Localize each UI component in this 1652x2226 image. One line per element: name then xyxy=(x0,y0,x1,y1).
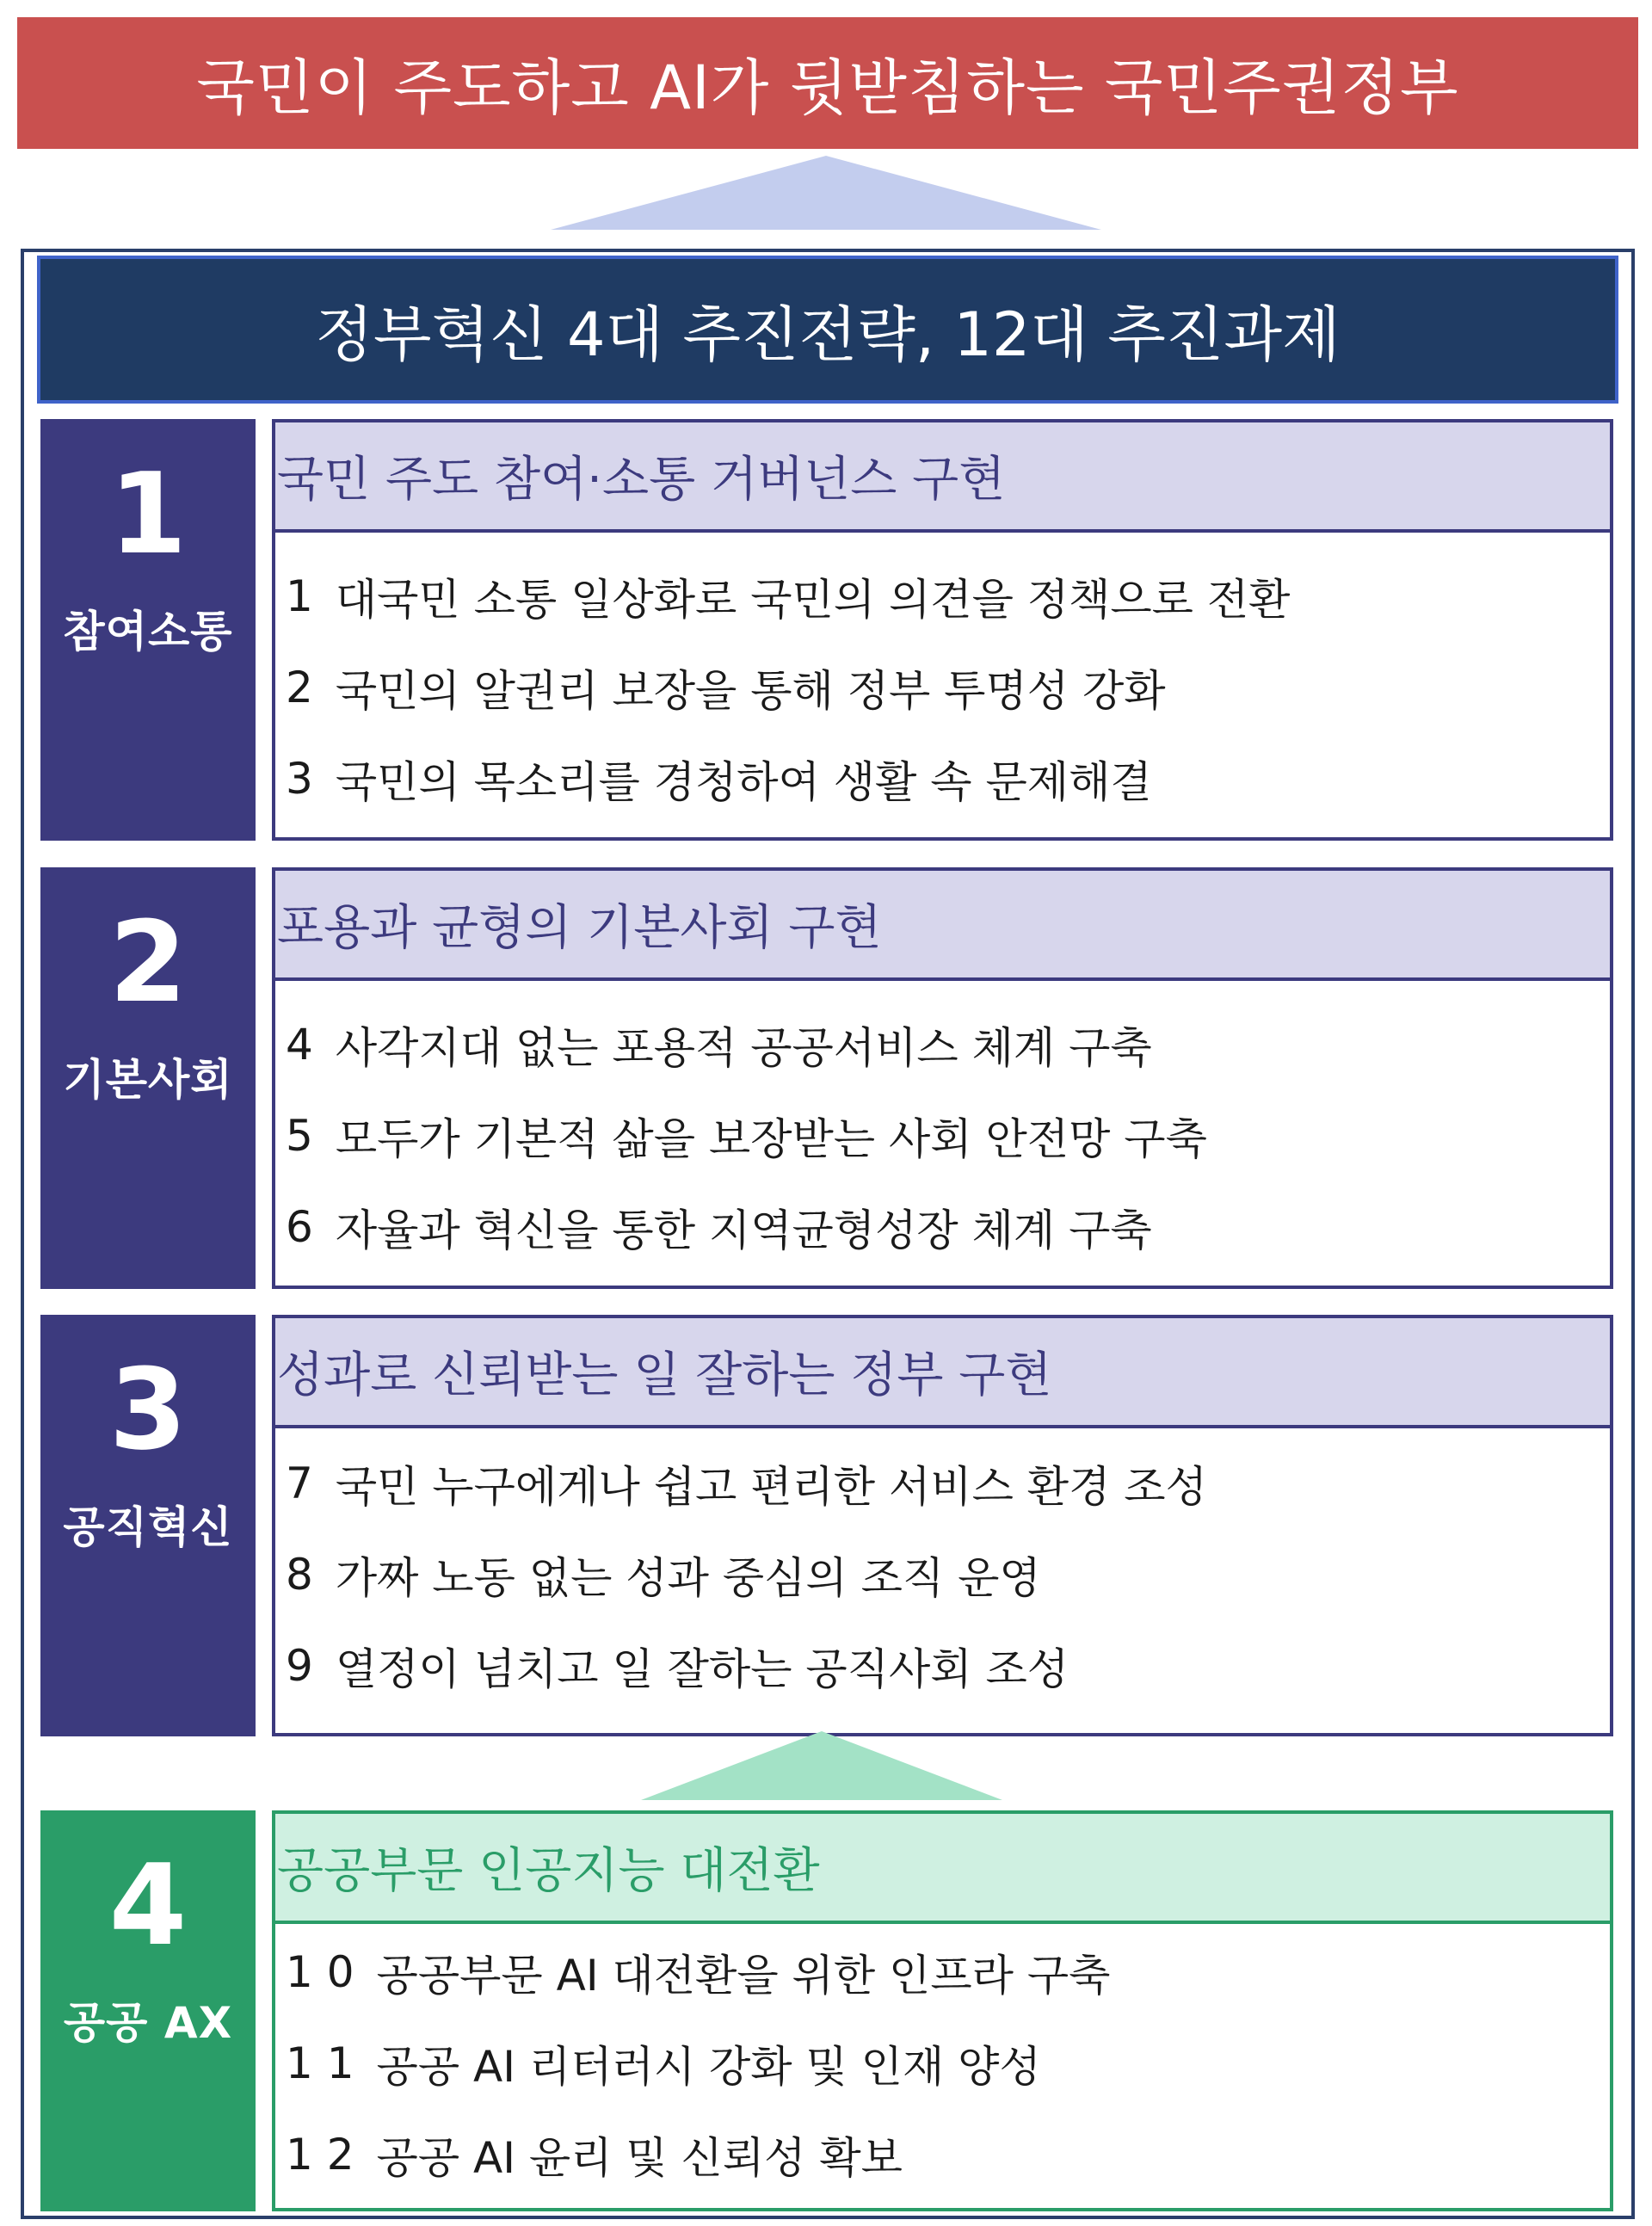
task-number: 7 xyxy=(286,1458,313,1508)
task-item xyxy=(275,1010,1610,1079)
task-number: 3 xyxy=(286,754,313,804)
task-number: 2 xyxy=(286,663,313,712)
strategy-heading: 국민 주도 참여·소통 거버넌스 구현 xyxy=(275,422,1610,533)
main-goal-banner xyxy=(17,17,1638,149)
task-item xyxy=(275,1193,1610,1261)
up-arrow-icon xyxy=(0,151,1652,237)
strategy-4-panel xyxy=(272,1810,1613,2211)
strategy-number: 1 xyxy=(108,448,188,579)
task-text: 공공부문 AI 대전환을 위한 인프라 구축 xyxy=(376,1951,1111,2001)
task-item xyxy=(275,1540,1610,1609)
strategy-number: 2 xyxy=(108,897,188,1027)
task-number: 4 xyxy=(286,1020,313,1070)
strategy-2-label xyxy=(40,867,256,1289)
task-item xyxy=(275,2120,1610,2189)
task-item xyxy=(275,1631,1610,1700)
task-text: 사각지대 없는 포용적 공공서비스 체계 구축 xyxy=(335,1023,1152,1073)
strategy-heading: 포용과 균형의 기본사회 구현 xyxy=(275,871,1610,981)
up-arrow-icon xyxy=(0,1728,1652,1814)
task-number: 8 xyxy=(286,1550,313,1600)
task-text: 가짜 노동 없는 성과 중심의 조직 운영 xyxy=(335,1553,1041,1603)
task-text: 자율과 혁신을 통한 지역균형성장 체계 구축 xyxy=(335,1205,1152,1255)
strategy-category: 기본사회 xyxy=(63,1055,233,1105)
task-text: 공공 AI 리터러시 강화 및 인재 양성 xyxy=(376,2042,1041,2092)
task-number: 9 xyxy=(286,1641,313,1691)
strategy-3-panel xyxy=(272,1315,1613,1736)
strategy-4-label xyxy=(40,1810,256,2211)
task-text: 모두가 기본적 삶을 보장받는 사회 안전망 구축 xyxy=(335,1114,1207,1164)
task-number: 1 2 xyxy=(286,2130,354,2180)
strategy-category: 공직혁신 xyxy=(63,1502,233,1552)
task-text: 국민의 목소리를 경청하여 생활 속 문제해결 xyxy=(335,757,1152,807)
task-number: 1 1 xyxy=(286,2038,354,2088)
task-item xyxy=(275,2029,1610,2098)
strategy-heading: 성과로 신뢰받는 일 잘하는 정부 구현 xyxy=(275,1318,1610,1428)
strategy-title: 정부혁신 4대 추진전략, 12대 추진과제 xyxy=(315,299,1341,370)
task-item xyxy=(275,562,1610,631)
task-text: 국민의 알권리 보장을 통해 정부 투명성 강화 xyxy=(335,666,1166,716)
task-number: 6 xyxy=(286,1202,313,1252)
strategy-category: 참여소통 xyxy=(63,607,233,657)
strategy-heading: 공공부문 인공지능 대전환 xyxy=(275,1814,1610,1924)
task-item xyxy=(275,1938,1610,2007)
strategy-number: 4 xyxy=(108,1840,188,1970)
strategy-3-label xyxy=(40,1315,256,1736)
task-item xyxy=(275,744,1610,813)
task-text: 열정이 넘치고 일 잘하는 공직사회 조성 xyxy=(335,1644,1069,1694)
task-text: 공공 AI 윤리 및 신뢰성 확보 xyxy=(376,2133,903,2183)
strategy-banner xyxy=(37,256,1618,404)
strategy-2-panel xyxy=(272,867,1613,1289)
task-item xyxy=(275,1101,1610,1170)
task-number: 1 xyxy=(286,571,313,621)
main-goal-title: 국민이 주도하고 AI가 뒷받침하는 국민주권정부 xyxy=(196,52,1459,123)
strategy-category: 공공 AX xyxy=(63,1998,233,2048)
strategy-1-panel xyxy=(272,419,1613,841)
strategy-1-label xyxy=(40,419,256,841)
strategy-number: 3 xyxy=(108,1344,188,1475)
task-number: 5 xyxy=(286,1111,313,1161)
task-item xyxy=(275,653,1610,722)
task-number: 1 0 xyxy=(286,1947,354,1997)
task-item xyxy=(275,1449,1610,1518)
task-text: 대국민 소통 일상화로 국민의 의견을 정책으로 전환 xyxy=(335,575,1291,625)
task-text: 국민 누구에게나 쉽고 편리한 서비스 환경 조성 xyxy=(335,1462,1207,1512)
